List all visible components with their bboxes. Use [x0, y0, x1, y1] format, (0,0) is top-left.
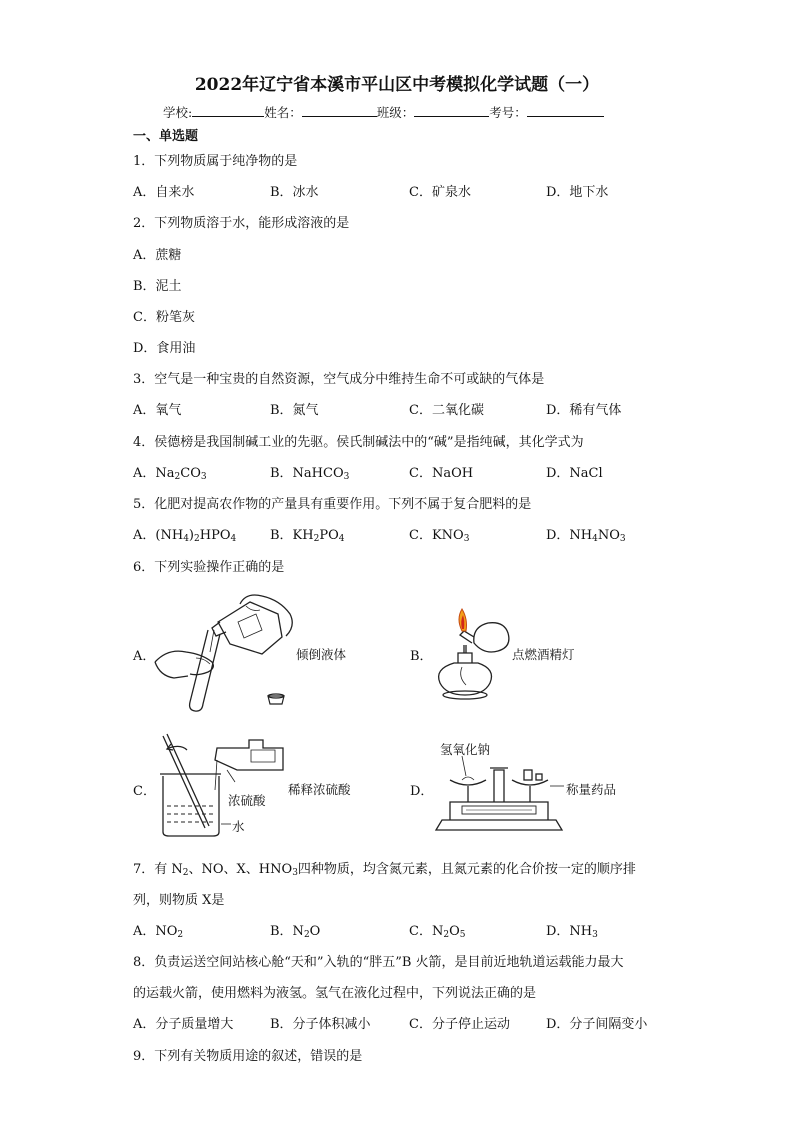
q7-d-text: D．NH — [546, 924, 593, 939]
q5-option-b[interactable] — [270, 524, 344, 543]
school-blank[interactable] — [192, 104, 264, 117]
q6-option-b[interactable]: B． — [410, 649, 433, 664]
q4-a-sub1: 2 — [174, 472, 181, 482]
q1-option-b[interactable]: B．冰水 — [270, 185, 319, 200]
q7-option-a[interactable] — [133, 920, 183, 939]
q5-d-sub2: 3 — [619, 534, 626, 544]
q5-b-sub1: 2 — [313, 534, 320, 544]
q8-option-d[interactable]: D．分子间隔变小 — [546, 1017, 648, 1032]
q5-b-mid: PO — [319, 528, 339, 543]
q5-a-mid: ) — [188, 528, 194, 543]
q3-option-a[interactable]: A．氧气 — [133, 403, 182, 418]
exam-no-label: 考号： — [489, 105, 527, 120]
q7-option-b[interactable] — [270, 920, 320, 939]
q2-option-a[interactable]: A．蔗糖 — [133, 248, 182, 263]
question-8-options — [133, 1013, 733, 1031]
q5-d-sub1: 4 — [592, 534, 598, 544]
q5-option-c[interactable] — [409, 524, 469, 543]
q6-option-a[interactable]: A． — [133, 649, 156, 664]
q5-c-text: C．KNO — [409, 528, 464, 543]
diluting-acid-figure — [155, 730, 295, 840]
q7-c-text: C．N — [409, 924, 444, 939]
question-7-stem-line2: 列，则物质 X是 — [133, 893, 225, 908]
question-3-stem: 3．空气是一种宝贵的自然资源，空气成分中维持生命不可或缺的气体是 — [133, 372, 545, 387]
q8-option-c[interactable]: C．分子停止运动 — [409, 1017, 510, 1032]
q6-d-caption: 称量药品 — [566, 782, 617, 797]
q4-a-sub2: 3 — [200, 472, 207, 482]
q3-option-d[interactable]: D．稀有气体 — [546, 403, 622, 418]
question-3-options — [133, 399, 733, 417]
name-blank[interactable] — [302, 104, 377, 117]
q7-a-sub: 2 — [177, 930, 184, 940]
q7-a-text: A．NO — [133, 924, 178, 939]
question-4-stem: 4．侯德榜是我国制碱工业的先驱。侯氏制碱法中的“碱”是指纯碱，其化学式为 — [133, 435, 584, 450]
section-heading: 一、单选题 — [133, 129, 199, 144]
q2-option-d[interactable]: D．食用油 — [133, 341, 196, 356]
q7-c-mid: O — [449, 924, 460, 939]
q4-option-b[interactable] — [270, 462, 349, 481]
q6-c-caption: 稀释浓硫酸 — [288, 782, 351, 797]
q6-option-c[interactable]: C． — [133, 784, 156, 799]
q6-a-caption: 倾倒液体 — [296, 647, 347, 662]
q7-option-d[interactable] — [546, 920, 598, 939]
question-5-stem: 5．化肥对提高农作物的产量具有重要作用。下列不属于复合肥料的是 — [133, 497, 532, 512]
q7-b-sub: 2 — [303, 930, 310, 940]
q5-c-sub1: 3 — [463, 534, 470, 544]
q5-a-post: HPO — [199, 528, 231, 543]
q7-b-post: O — [309, 924, 321, 939]
balance-figure — [432, 756, 566, 836]
question-1-stem: 1．下列物质属于纯净物的是 — [133, 154, 298, 169]
question-5-options — [133, 524, 733, 542]
q6-b-caption: 点燃酒精灯 — [512, 647, 575, 662]
q7-stem-sub1: 2 — [182, 868, 189, 878]
name-label: 姓名： — [264, 105, 302, 120]
q5-option-a[interactable] — [133, 524, 236, 543]
q5-b-sub2: 4 — [338, 534, 345, 544]
q4-b-sub1: 3 — [343, 472, 350, 482]
q7-stem-sub2: 3 — [292, 868, 298, 878]
q5-option-d[interactable] — [546, 524, 626, 543]
q1-option-a[interactable]: A．自来水 — [133, 185, 195, 200]
q4-a-text: A．Na — [133, 466, 175, 481]
pouring-liquid-figure — [150, 592, 300, 718]
q7-stem-pre: 7．有 N — [133, 862, 183, 877]
q5-a-sub3: 4 — [230, 534, 237, 544]
question-7-options — [133, 920, 733, 938]
page-title: 2022年辽宁省本溪市平山区中考模拟化学试题（一） — [194, 75, 600, 95]
school-label: 学校: — [163, 105, 193, 120]
q3-option-b[interactable]: B．氮气 — [270, 403, 319, 418]
question-2-stem: 2．下列物质溶于水，能形成溶液的是 — [133, 216, 350, 231]
question-4-options — [133, 462, 733, 480]
question-8-stem-line1: 8．负责运送空间站核心舱“天和”入轨的“胖五”B 火箭，是目前近地轨道运载能力最大 — [133, 955, 624, 970]
question-9-stem: 9．下列有关物质用途的叙述，错误的是 — [133, 1049, 363, 1064]
q2-option-b[interactable]: B．泥土 — [133, 279, 182, 294]
q5-a-sub1: 4 — [183, 534, 189, 544]
q4-option-c[interactable]: C．NaOH — [409, 466, 474, 481]
q2-option-c[interactable]: C．粉笔灰 — [133, 310, 195, 325]
q5-a-text: A．(NH — [133, 528, 184, 543]
q7-c-sub1: 2 — [443, 930, 450, 940]
class-blank[interactable] — [414, 104, 489, 117]
exam-no-blank[interactable] — [527, 104, 604, 117]
q6-d-naoh-label: 氢氧化钠 — [440, 742, 491, 757]
q4-a-mid: CO — [180, 466, 201, 481]
class-label: 班级： — [376, 105, 415, 120]
q5-b-text: B．KH — [270, 528, 314, 543]
alcohol-lamp-figure — [428, 605, 514, 705]
q4-option-d[interactable]: D．NaCl — [546, 466, 603, 481]
q6-option-d[interactable]: D． — [410, 784, 434, 799]
question-1-options — [133, 181, 733, 199]
q7-b-text: B．N — [270, 924, 304, 939]
q7-c-sub2: 5 — [459, 930, 466, 940]
q7-stem-mid: 、NO、X、HNO — [188, 862, 293, 877]
q1-option-c[interactable]: C．矿泉水 — [409, 185, 471, 200]
q8-option-a[interactable]: A．分子质量增大 — [133, 1017, 234, 1032]
q5-d-mid: NO — [597, 528, 620, 543]
q5-d-text: D．NH — [546, 528, 593, 543]
q4-option-a[interactable] — [133, 462, 207, 481]
q6-c-acid-label: 浓硫酸 — [228, 793, 266, 808]
q6-c-water-label: 水 — [232, 819, 245, 834]
q7-d-sub: 3 — [592, 930, 598, 940]
q4-b-text: B．NaHCO — [270, 466, 344, 481]
question-7-stem-line1 — [133, 858, 636, 877]
q7-option-c[interactable] — [409, 920, 465, 939]
question-6-stem: 6．下列实验操作正确的是 — [133, 560, 285, 575]
q7-stem-post: 四种物质，均含氮元素，且氮元素的化合价按一定的顺序排 — [297, 862, 636, 877]
q5-a-sub2: 2 — [194, 534, 200, 544]
q1-option-d[interactable]: D．地下水 — [546, 185, 609, 200]
student-info-line — [163, 103, 604, 121]
q3-option-c[interactable]: C．二氧化碳 — [409, 403, 484, 418]
q8-option-b[interactable]: B．分子体积减小 — [270, 1017, 371, 1032]
question-8-stem-line2: 的运载火箭，使用燃料为液氢。氢气在液化过程中，下列说法正确的是 — [133, 986, 537, 1001]
